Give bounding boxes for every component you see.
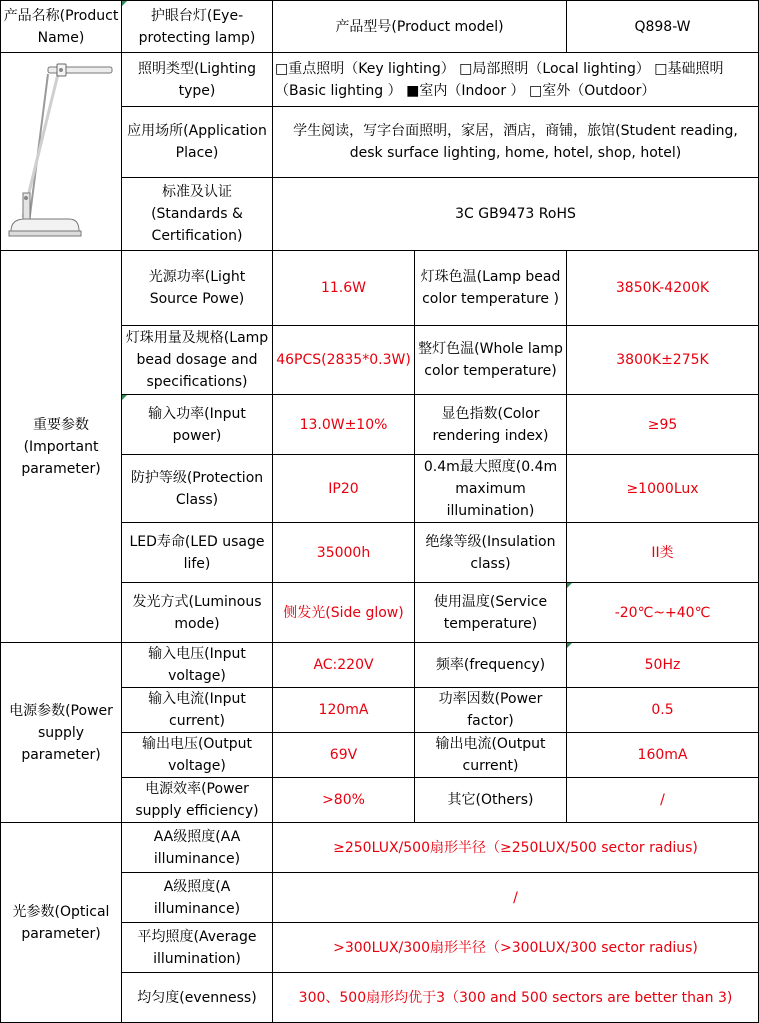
optical-group-label: 光参数(Optical parameter)	[1, 823, 122, 1023]
param-value: 0.5	[567, 688, 759, 733]
standards-label: 标准及认证(Standards & Certification)	[122, 178, 273, 251]
param-label: 光源功率(Light Source Powe)	[122, 251, 273, 326]
lighting-type-label: 照明类型(Lighting type)	[122, 53, 273, 107]
product-image	[1, 53, 122, 251]
param-label: 平均照度(Average illumination)	[122, 923, 273, 973]
param-value: /	[273, 873, 759, 923]
param-value: ≥1000Lux	[567, 455, 759, 523]
param-value: ≥250LUX/500扇形半径（≥250LUX/500 sector radius)	[273, 823, 759, 873]
param-label: 整灯色温(Whole lamp color temperature)	[415, 326, 567, 395]
param-value: >80%	[273, 778, 415, 823]
param-value: 50Hz	[567, 643, 759, 688]
param-value: 11.6W	[273, 251, 415, 326]
param-value: 3800K±275K	[567, 326, 759, 395]
param-label: 输出电压(Output voltage)	[122, 733, 273, 778]
standards-value: 3C GB9473 RoHS	[273, 178, 759, 251]
param-label: 均匀度(evenness)	[122, 973, 273, 1023]
param-value: ≥95	[567, 395, 759, 455]
param-label: 输入电压(Input voltage)	[122, 643, 273, 688]
param-label: 电源效率(Power supply efficiency)	[122, 778, 273, 823]
application-value: 学生阅读，写字台面照明，家居，酒店，商铺，旅馆(Student reading, desk surface lighting, home, hotel, shop, hotel)	[273, 107, 759, 178]
param-label: 其它(Others)	[415, 778, 567, 823]
param-label: 绝缘等级(Insulation class)	[415, 523, 567, 583]
param-label: 输出电流(Output current)	[415, 733, 567, 778]
param-value: 35000h	[273, 523, 415, 583]
product-name-label: 产品名称(Product Name)	[1, 1, 122, 53]
param-label: 输入功率(Input power)	[122, 395, 273, 455]
param-value: 120mA	[273, 688, 415, 733]
param-label: 灯珠色温(Lamp bead color temperature )	[415, 251, 567, 326]
param-label: 功率因数(Power factor)	[415, 688, 567, 733]
power-group-label: 电源参数(Power supply parameter)	[1, 643, 122, 823]
param-label: AA级照度(AA illuminance)	[122, 823, 273, 873]
param-value: 46PCS(2835*0.3W)	[273, 326, 415, 395]
param-label: 0.4m最大照度(0.4m maximum illumination)	[415, 455, 567, 523]
param-value: 3850K-4200K	[567, 251, 759, 326]
table-row	[1, 643, 759, 688]
param-value: 69V	[273, 733, 415, 778]
table-row	[1, 823, 759, 873]
param-label: 灯珠用量及规格(Lamp bead dosage and specifications)	[122, 326, 273, 395]
param-value: 13.0W±10%	[273, 395, 415, 455]
product-name-value: 护眼台灯(Eye-protecting lamp)	[122, 1, 273, 53]
model-value: Q898-W	[567, 1, 759, 53]
param-value: IP20	[273, 455, 415, 523]
param-value: 160mA	[567, 733, 759, 778]
application-label: 应用场所(Application Place)	[122, 107, 273, 178]
param-value: >300LUX/300扇形半径（>300LUX/300 sector radius)	[273, 923, 759, 973]
lighting-type-line1: □重点照明（Key lighting） □局部照明（Local lighting） □基础照明	[275, 60, 724, 77]
param-label: 显色指数(Color rendering index)	[415, 395, 567, 455]
param-value: AC:220V	[273, 643, 415, 688]
param-label: 防护等级(Protection Class)	[122, 455, 273, 523]
param-label: 发光方式(Luminous mode)	[122, 583, 273, 643]
lighting-type-value	[273, 53, 759, 107]
param-value: 侧发光(Side glow)	[273, 583, 415, 643]
param-value: 300、500扇形均优于3（300 and 500 sectors are better than 3)	[273, 973, 759, 1023]
param-label: A级照度(A illuminance)	[122, 873, 273, 923]
param-label: 使用温度(Service temperature)	[415, 583, 567, 643]
param-label: 频率(frequency)	[415, 643, 567, 688]
param-label: LED寿命(LED usage life)	[122, 523, 273, 583]
param-value: II类	[567, 523, 759, 583]
important-group-label: 重要参数(Important parameter)	[1, 251, 122, 643]
desk-lamp-icon	[1, 53, 120, 243]
lighting-type-line2: （Basic lighting ） ■室内（Indoor ） □室外（Outdoor）	[275, 82, 656, 99]
model-label: 产品型号(Product model)	[273, 1, 567, 53]
header-row	[1, 1, 759, 53]
table-row	[1, 251, 759, 326]
param-value: -20℃~+40℃	[567, 583, 759, 643]
param-value: /	[567, 778, 759, 823]
param-label: 输入电流(Input current)	[122, 688, 273, 733]
